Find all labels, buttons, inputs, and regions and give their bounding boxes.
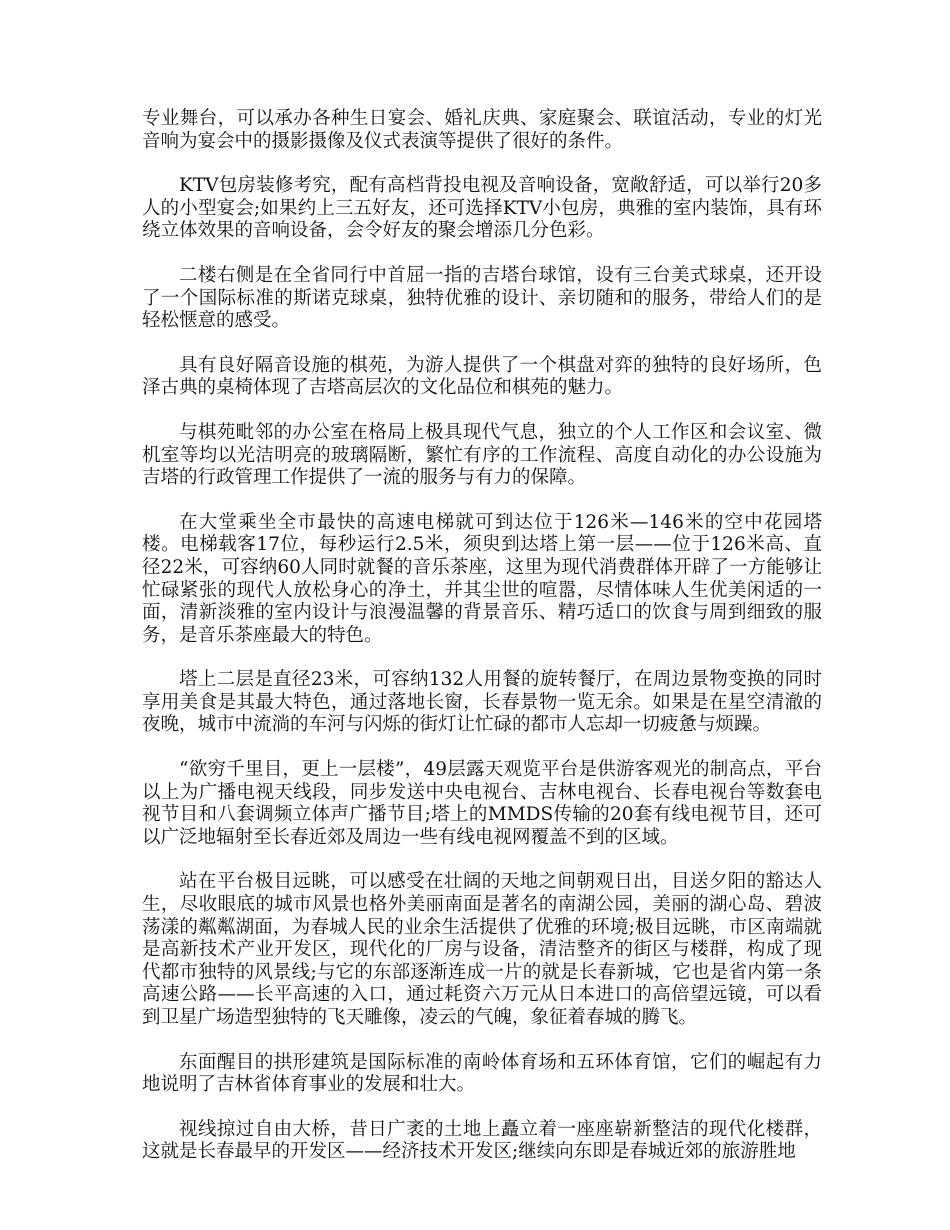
paragraph: 在大堂乘坐全市最快的高速电梯就可到达位于126米—146米的空中花园塔楼。电梯载客17位，每秒运行2.5米，须臾到达塔上第一层——位于126米高、直径22米，可容纳60人同时就餐的音乐茶座，这里为现代消费群体开辟了一方能够让忙碌紧张的现代人放松身心的净土，并其尘世的喧嚣，尽情体味人生优美闲适的一面，清新淡雅的室内设计与浪漫温馨的背景音乐、精巧适口的饮食与周到细致的服务，是音乐茶座最大的特色。 [142,511,822,646]
paragraph: 塔上二层是直径23米，可容纳132人用餐的旋转餐厅，在周边景物变换的同时享用美食是其最大特色，通过落地长窗，长春景物一览无余。如果是在星空清澈的夜晚，城市中流淌的车河与闪烁的街灯让忙碌的都市人忘却一切疲惫与烦躁。 [142,669,822,736]
paragraph: 站在平台极目远眺，可以感受在壮阔的天地之间朝观日出，目送夕阳的豁达人生，尽收眼底的城市风景也格外美丽南面是著名的南湖公园，美丽的湖心岛、碧波荡漾的粼粼湖面，为春城人民的业余生活提供了优雅的环境;极目远眺，市区南端就是高新技术产业开发区，现代化的厂房与设备，清洁整齐的街区与楼群，构成了现代都市独特的风景线;与它的东部逐渐连成一片的就是长春新城，它也是省内第一条高速公路——长平高速的入口，通过耗资六万元从日本进口的高倍望远镜，可以看到卫星广场造型独特的飞天雕像，凌云的气魄，象征着春城的腾飞。 [142,871,822,1028]
paragraph: 具有良好隔音设施的棋苑，为游人提供了一个棋盘对弈的独特的良好场所，色泽古典的桌椅体现了吉塔高层次的文化品位和棋苑的魅力。 [142,354,822,399]
paragraph: KTV包房装修考究，配有高档背投电视及音响设备，宽敞舒适，可以举行20多人的小型宴会;如果约上三五好友，还可选择KTV小包房，典雅的室内装饰，具有环绕立体效果的音响设备，会令好友的聚会增添几分色彩。 [142,175,822,242]
paragraph: 东面醒目的拱形建筑是国际标准的南岭体育场和五环体育馆，它们的崛起有力地说明了吉林省体育事业的发展和壮大。 [142,1051,822,1096]
paragraph: 二楼右侧是在全省同行中首屈一指的吉塔台球馆，设有三台美式球桌，还开设了一个国际标准的斯诺克球桌，独特优雅的设计、亲切随和的服务，带给人们的是轻松惬意的感受。 [142,264,822,332]
paragraph: 专业舞台，可以承办各种生日宴会、婚礼庆典、家庭聚会、联谊活动，专业的灯光音响为宴会中的摄影摄像及仪式表演等提供了很好的条件。 [142,108,822,152]
paragraph: 视线掠过自由大桥，昔日广袤的土地上矗立着一座座崭新整洁的现代化楼群，这就是长春最早的开发区——经济技术开发区;继续向东即是春城近郊的旅游胜地 [142,1118,822,1163]
paragraph: 与棋苑毗邻的办公室在格局上极具现代气息，独立的个人工作区和会议室、微机室等均以光洁明亮的玻璃隔断，繁忙有序的工作流程、高度自动化的办公设施为吉塔的行政管理工作提供了一流的服务与有力的保障。 [142,421,822,489]
document-body [142,108,822,1186]
paragraph: “欲穷千里目，更上一层楼”，49层露天观览平台是供游客观光的制高点，平台以上为广播电视天线段，同步发送中央电视台、吉林电视台、长春电视台等数套电视节目和八套调频立体声广播节目;塔上的MMDS传输的20套有线电视节目，还可以广泛地辐射至长春近郊及周边一些有线电视网覆盖不到的区域。 [142,759,822,848]
